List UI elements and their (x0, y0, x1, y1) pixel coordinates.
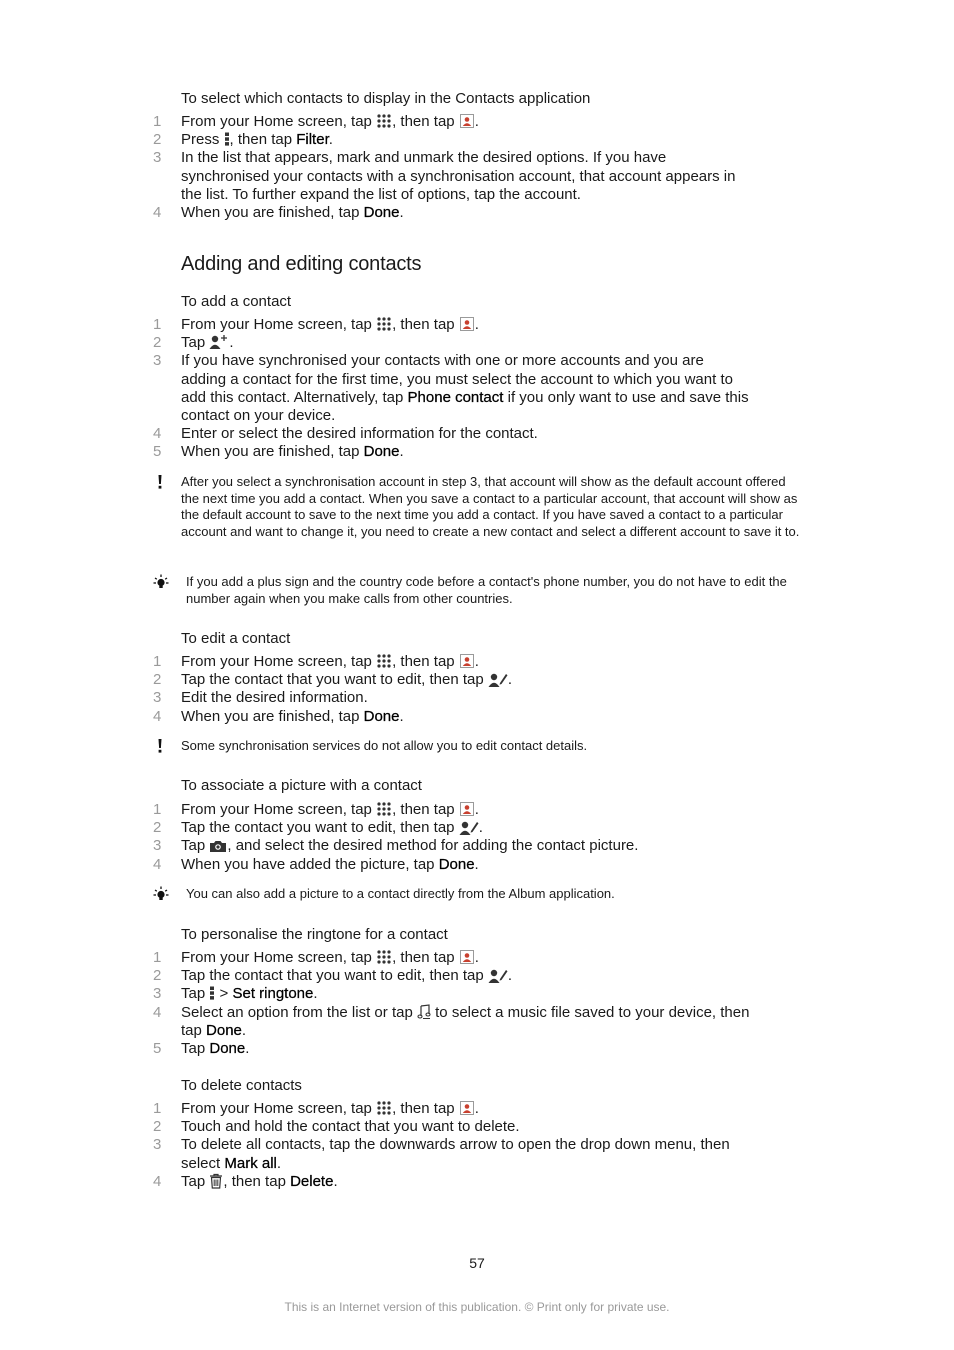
step: 1 From your Home screen, tap , then tap . (153, 653, 479, 670)
apps-grid-icon (376, 113, 392, 129)
step-number: 1 (153, 1100, 162, 1117)
ui-term: Done (209, 1040, 246, 1058)
camera-icon (209, 839, 227, 853)
step: 3 If you have synchronised your contacts with one or more accounts and you are adding a contact for the first time, you must select the account to which you want to add this contact. Alternatively, tap Phone contact if you only want to use and save this contact on your device. (153, 352, 749, 425)
step: 2 Tap the contact that you want to edit, then tap . (153, 671, 513, 689)
step-number: 2 (153, 819, 162, 837)
step-list (150, 949, 750, 1058)
step: 1 From your Home screen, tap , then tap . (153, 801, 479, 818)
contacts-app-icon (459, 801, 475, 817)
music-note-icon (417, 1004, 431, 1020)
ui-term: Mark all (224, 1154, 277, 1172)
step-number: 2 (153, 1118, 162, 1136)
apps-grid-icon (376, 316, 392, 332)
step-number: 3 (153, 985, 162, 1003)
step: 2 Touch and hold the contact that you want to delete. (153, 1118, 520, 1136)
step-number: 4 (153, 1172, 162, 1190)
step: 4 When you have added the picture, tap Done. (153, 855, 479, 873)
step: 1 From your Home screen, tap , then tap . (153, 1100, 479, 1117)
step-number: 4 (153, 1003, 162, 1021)
step-number: 1 (153, 653, 162, 670)
step: 3 In the list that appears, mark and unmark the desired options. If you have synchronised your contacts with a synchronisation account, that account appears in the list. To further expand the list of options, tap the account. (153, 149, 736, 203)
step-number: 3 (153, 837, 162, 855)
step-number: 1 (153, 113, 162, 130)
ui-term: Done (206, 1021, 242, 1039)
step-list (150, 653, 750, 726)
ui-term: Done (363, 204, 400, 222)
edit-contact-icon (488, 967, 508, 983)
contacts-app-icon (459, 316, 475, 332)
step-list (150, 1100, 750, 1191)
apps-grid-icon (376, 653, 392, 669)
apps-grid-icon (376, 949, 392, 965)
apps-grid-icon (376, 1100, 392, 1116)
ui-term: Delete (290, 1172, 334, 1190)
tip-text: You can also add a picture to a contact directly from the Album application. (186, 886, 615, 901)
procedure-title: To select which contacts to display in the Contacts application (181, 90, 591, 107)
section-heading: Adding and editing contacts (181, 253, 422, 275)
step: 4 When you are finished, tap Done. (153, 707, 404, 725)
exclamation-icon (150, 738, 170, 754)
procedure-title: To add a contact (181, 293, 292, 310)
step: 2 Tap the contact that you want to edit, then tap . (153, 967, 513, 985)
step-number: 1 (153, 949, 162, 966)
step: 4 Tap , then tap Delete. (153, 1172, 338, 1190)
step: 5 When you are finished, tap Done. (153, 443, 404, 461)
note-text: Some synchronisation services do not allow you to edit contact details. (181, 738, 588, 753)
step: 4 Enter or select the desired information for the contact. (153, 425, 538, 443)
step: 4 When you are finished, tap Done. (153, 204, 404, 222)
ui-term: Set ringtone (232, 985, 314, 1003)
contacts-app-icon (459, 949, 475, 965)
step-list (150, 113, 750, 222)
step-number: 3 (153, 689, 162, 707)
step: 5 Tap Done. (153, 1040, 250, 1058)
contacts-app-icon (459, 653, 475, 669)
trash-icon (209, 1173, 223, 1189)
procedure-title: To personalise the ringtone for a contact (181, 926, 448, 943)
step-number: 4 (153, 855, 162, 873)
step-number: 2 (153, 334, 162, 352)
apps-grid-icon (376, 801, 392, 817)
page-number: 57 (469, 1255, 485, 1271)
step: 2 Press , then tap Filter. (153, 131, 333, 149)
ui-term: Done (363, 443, 400, 461)
edit-contact-icon (488, 671, 508, 687)
step: 3 Tap , and select the desired method for adding the contact picture. (153, 837, 639, 855)
contacts-app-icon (459, 113, 475, 129)
step-number: 3 (153, 149, 162, 167)
step: 1 From your Home screen, tap , then tap . (153, 949, 479, 966)
step: 3 To delete all contacts, tap the downwards arrow to open the drop down menu, then select Mark all. (153, 1136, 730, 1172)
step-number: 2 (153, 671, 162, 689)
step-list (150, 316, 750, 462)
ui-term: Done (363, 707, 400, 725)
tip-text: If you add a plus sign and the country code before a contact's phone number, you do not have to edit the number again when you make calls from other countries. (186, 574, 787, 606)
exclamation-icon (150, 474, 170, 490)
step-number: 1 (153, 801, 162, 818)
ui-term: Done (438, 855, 475, 873)
footer-notice: This is an Internet version of this publication. © Print only for private use. (284, 1300, 670, 1314)
procedure-title: To delete contacts (181, 1077, 302, 1094)
step-list (150, 801, 750, 874)
step: 1 From your Home screen, tap , then tap . (153, 113, 479, 130)
ui-term: Phone contact (407, 388, 504, 406)
step-number: 2 (153, 967, 162, 985)
step-number: 5 (153, 1040, 162, 1058)
procedure-title: To associate a picture with a contact (181, 777, 422, 794)
step-number: 4 (153, 204, 162, 222)
edit-contact-icon (459, 819, 479, 835)
step-number: 1 (153, 316, 162, 333)
step: 2 Tap the contact you want to edit, then tap . (153, 819, 483, 837)
step: 2 Tap . (153, 334, 234, 352)
note-text: After you select a synchronisation account in step 3, that account will show as the default account offered the next time you add a contact. When you save a contact to a particular account, that account will show as the default account to save to the next time you add a contact. If you have saved a contact to a particular account and want to change it, you need to create a new contact and select a different account to save it to. (181, 474, 800, 539)
step-number: 3 (153, 1136, 162, 1154)
step-number: 5 (153, 443, 162, 461)
step: 3 Tap > Set ringtone. (153, 985, 318, 1003)
step: 4 Select an option from the list or tap to select a music file saved to your device, then tap Done. (153, 1003, 750, 1039)
step: 3 Edit the desired information. (153, 689, 368, 707)
lightbulb-icon (150, 886, 170, 902)
step-number: 4 (153, 425, 162, 443)
procedure-title: To edit a contact (181, 630, 291, 647)
step-number: 4 (153, 707, 162, 725)
step-number: 3 (153, 352, 162, 370)
lightbulb-icon (150, 574, 170, 590)
step: 1 From your Home screen, tap , then tap . (153, 316, 479, 333)
add-contact-icon (209, 334, 229, 350)
ui-term: Filter (296, 131, 329, 149)
step-number: 2 (153, 131, 162, 149)
contacts-app-icon (459, 1100, 475, 1116)
